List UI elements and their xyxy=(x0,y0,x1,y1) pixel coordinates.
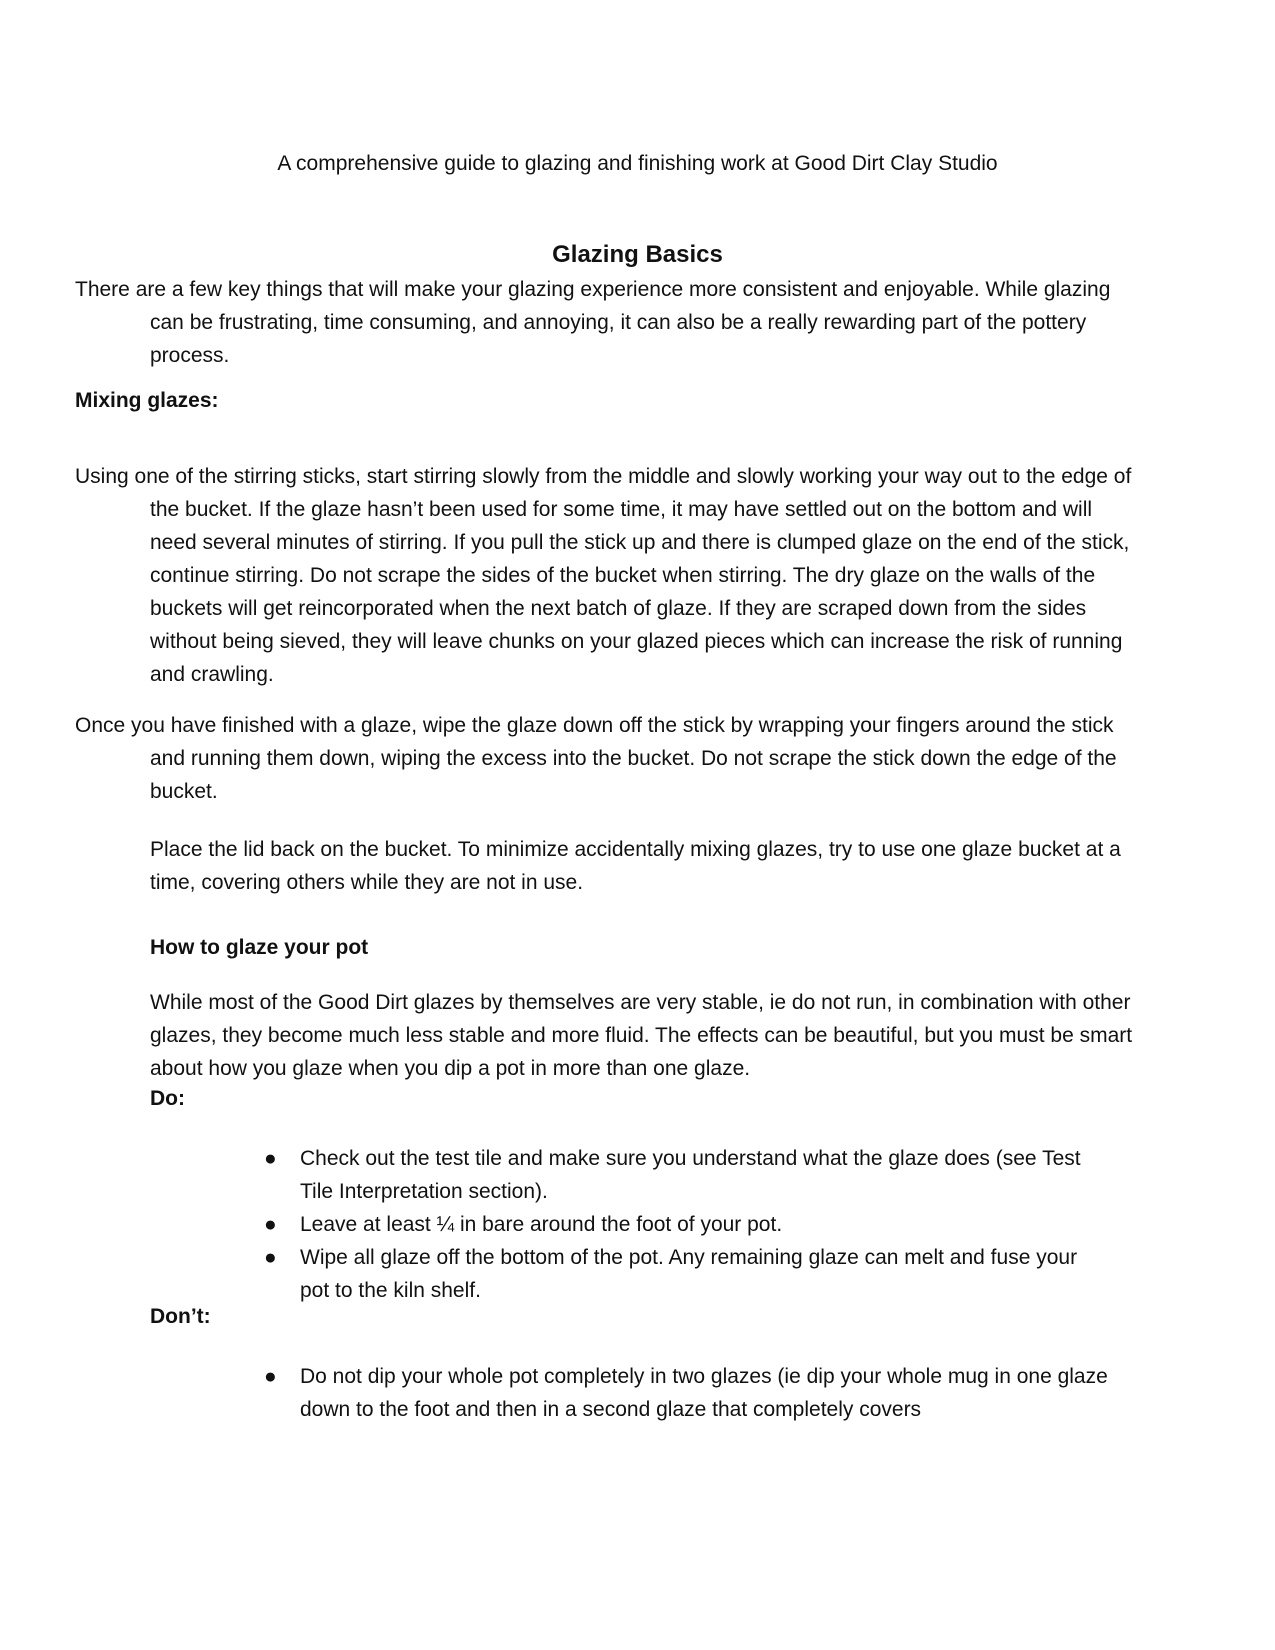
mixing-glazes-heading: Mixing glazes: xyxy=(75,389,219,412)
dont-heading: Don’t: xyxy=(150,1305,211,1328)
list-item xyxy=(264,1360,1110,1426)
do-heading: Do: xyxy=(150,1087,185,1110)
bullet-icon: ● xyxy=(264,1213,277,1236)
bullet-icon: ● xyxy=(264,1246,277,1269)
list-item-text: Do not dip your whole pot completely in two glazes (ie dip your whole mug in one glaze down to the foot and then in a second glaze that completely covers xyxy=(300,1365,1108,1421)
do-list xyxy=(264,1142,1110,1307)
how-to-glaze-paragraph: While most of the Good Dirt glazes by themselves are very stable, ie do not run, in combination with other glazes, they become much less stable and more fluid. The effects can be beautiful, but you must be smart about how you glaze when you dip a pot in more than one glaze. xyxy=(150,991,1133,1080)
mixing-paragraph-3: Place the lid back on the bucket. To minimize accidentally mixing glazes, try to use one glaze bucket at a time, covering others while they are not in use. xyxy=(150,838,1121,894)
intro-paragraph: There are a few key things that will make your glazing experience more consistent and enjoyable. While glazing can be frustrating, time consuming, and annoying, it can also be a really rewarding part of the pottery process. xyxy=(75,278,1111,367)
mixing-paragraph-2: Once you have finished with a glaze, wipe the glaze down off the stick by wrapping your fingers around the stick and running them down, wiping the excess into the bucket. Do not scrape the stick down the edge of the bucket. xyxy=(75,714,1117,803)
list-item xyxy=(264,1241,1110,1307)
mixing-paragraph-1: Using one of the stirring sticks, start stirring slowly from the middle and slowly working your way out to the edge of the bucket. If the glaze hasn’t been used for some time, it may have settled out on the bottom and will need several minutes of stirring. If you pull the stick up and there is clumped glaze on the end of the stick, continue stirring. Do not scrape the sides of the bucket when stirring. The dry glaze on the walls of the buckets will get reincorporated when the next batch of glaze. If they are scraped down from the sides without being sieved, they will leave chunks on your glazed pieces which can increase the risk of running and crawling. xyxy=(75,465,1132,686)
list-item xyxy=(264,1208,1110,1241)
dont-list xyxy=(264,1360,1110,1426)
list-item-text: Wipe all glaze off the bottom of the pot. Any remaining glaze can melt and fuse your pot to the kiln shelf. xyxy=(300,1246,1078,1302)
document-subtitle: A comprehensive guide to glazing and finishing work at Good Dirt Clay Studio xyxy=(277,152,998,175)
bullet-icon: ● xyxy=(264,1147,277,1170)
list-item xyxy=(264,1142,1110,1208)
how-to-glaze-heading: How to glaze your pot xyxy=(150,936,369,959)
list-item-text: Check out the test tile and make sure you understand what the glaze does (see Test Tile Interpretation section). xyxy=(300,1147,1081,1203)
section-title: Glazing Basics xyxy=(552,241,723,268)
list-item-text: Leave at least ¼ in bare around the foot of your pot. xyxy=(300,1213,783,1236)
bullet-icon: ● xyxy=(264,1365,277,1388)
